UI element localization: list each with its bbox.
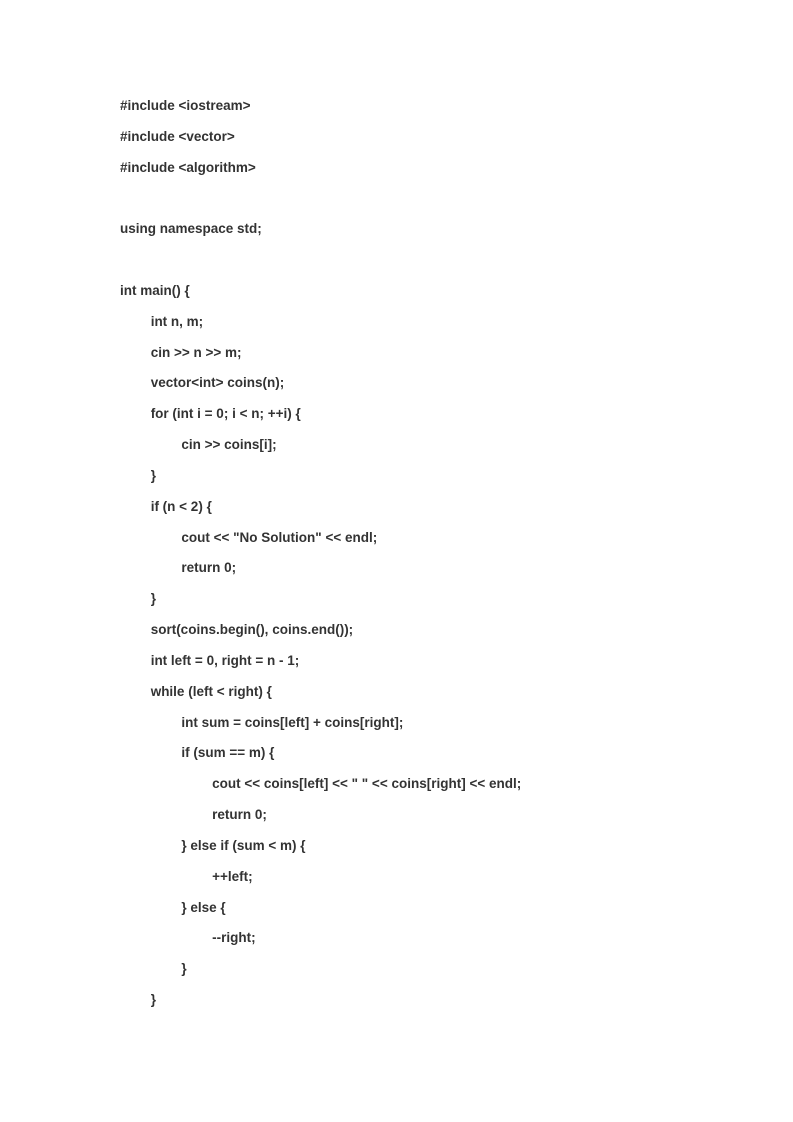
code-line: } <box>181 961 187 977</box>
code-line: } <box>150 591 156 607</box>
code-line: int left = 0, right = n - 1; <box>150 652 300 668</box>
code-line: cin >> coins[i]; <box>181 437 277 453</box>
code-line: #include <algorithm> <box>120 159 256 175</box>
code-line: int sum = coins[left] + coins[right]; <box>181 714 404 730</box>
code-line: int n, m; <box>150 313 204 329</box>
code-line: while (left < right) { <box>150 683 272 699</box>
code-line: int main() { <box>120 282 190 298</box>
code-line: --right; <box>212 930 256 946</box>
code-line: vector<int> coins(n); <box>150 375 285 391</box>
code-line: } <box>150 992 156 1008</box>
code-line: for (int i = 0; i < n; ++i) { <box>150 406 301 422</box>
code-line: } else { <box>181 899 226 915</box>
code-line: ++left; <box>212 868 253 884</box>
code-line: return 0; <box>212 807 267 823</box>
code-line: #include <iostream> <box>120 98 251 113</box>
code-line: sort(coins.begin(), coins.end()); <box>150 622 354 638</box>
code-line: using namespace std; <box>120 221 262 237</box>
code-line: } else if (sum < m) { <box>181 837 306 853</box>
code-line: cin >> n >> m; <box>150 344 242 360</box>
code-line: if (n < 2) { <box>150 498 212 514</box>
code-line: return 0; <box>181 560 237 576</box>
code-line: } <box>150 467 156 483</box>
code-line: if (sum == m) { <box>181 745 275 761</box>
code-line: cout << "No Solution" << endl; <box>181 529 378 545</box>
code-line: #include <vector> <box>120 128 235 144</box>
code-line: cout << coins[left] << " " << coins[right] << endl; <box>212 776 522 792</box>
